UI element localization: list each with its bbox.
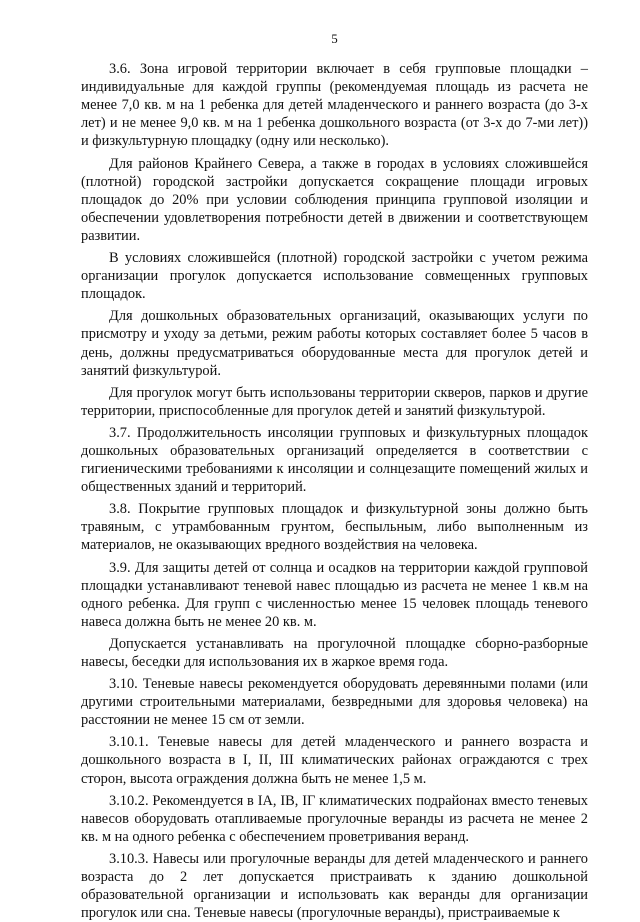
paragraph-3-7: 3.7. Продолжительность инсоляции групповых и физкультурных площадок дошкольных образовательных организаций определяется в соответствии с гигиеническими требованиями к инсоляции и солнцезащите помещений жилых и общественных зданий и территорий. — [81, 424, 588, 496]
paragraph-3-9: 3.9. Для защиты детей от солнца и осадков на территории каждой групповой площадки устанавливают теневой навес площадью из расчета не менее 1 кв.м на одного ребенка. Для групп с численностью менее 15 человек площадь теневого навеса должна быть не менее 20 кв. м. — [81, 559, 588, 630]
paragraph-dense-development: В условиях сложившейся (плотной) городской застройки с учетом режима организации прогулок допускается использование совмещенных групповых площадок. — [81, 250, 588, 303]
paragraph-far-north: Для районов Крайнего Севера, а также в городах в условиях сложившейся (плотной) городской застройки допускается сокращение площади игровых площадок до 20% при условии соблюдения принципа групповой изоляции и обеспечении удовлетворения потребности детей в движении и соответствующем развитии. — [81, 155, 588, 244]
paragraph-3-10-3: 3.10.3. Навесы или прогулочные веранды для детей младенческого и раннего возраста до 2 лет допускается пристраивать к зданию дошкольной образовательной организации и использовать как веранды для организации прогулок или сна. Теневые навесы (прогулочные веранды), пристраиваемые к — [81, 850, 588, 922]
document-body — [81, 60, 588, 922]
paragraph-parks: Для прогулок могут быть использованы территории скверов, парков и другие территории, приспособленные для прогулок детей и занятий физкультурой. — [81, 384, 588, 419]
paragraph-3-10-2: 3.10.2. Рекомендуется в IА, IВ, IГ климатических подрайонах вместо теневых навесов оборудовать отапливаемые прогулочные веранды из расчета не менее 2 кв. м на одного ребенка с обеспечением проветривания веранд. — [81, 792, 588, 845]
paragraph-3-6: 3.6. Зона игровой территории включает в себя групповые площадки – индивидуальные для каждой группы (рекомендуемая площадь из расчета не менее 7,0 кв. м на 1 ребенка для детей младенческого и раннего возраста (до 3-х лет) и не менее 9,0 кв. м на 1 ребенка дошкольного возраста (от 3-х до 7-ми лет)) и физкультурную площадку (одну или несколько). — [81, 61, 588, 150]
paragraph-3-10: 3.10. Теневые навесы рекомендуется оборудовать деревянными полами (или другими строительными материалами, безвредными для здоровья человека) на расстоянии не менее 15 см от земли. — [81, 676, 588, 729]
paragraph-3-10-1: 3.10.1. Теневые навесы для детей младенческого и раннего возраста и дошкольного возраста в I, II, III климатических районах ограждаются с трех сторон, высота ограждения должна быть не менее 1,5 м. — [81, 734, 588, 787]
paragraph-gazebos: Допускается устанавливать на прогулочной площадке сборно-разборные навесы, беседки для использования их в жаркое время года. — [81, 635, 588, 670]
paragraph-3-8: 3.8. Покрытие групповых площадок и физкультурной зоны должно быть травяным, с утрамбованным грунтом, беспыльным, либо выполненным из материалов, не оказывающих вредного воздействия на человека. — [81, 501, 588, 554]
paragraph-childcare-services: Для дошкольных образовательных организаций, оказывающих услуги по присмотру и уходу за детьми, режим работы которых составляет более 5 часов в день, должны предусматриваться оборудованные места для прогулок детей и занятий физкультурой. — [81, 308, 588, 379]
page-number: 5 — [331, 31, 338, 46]
